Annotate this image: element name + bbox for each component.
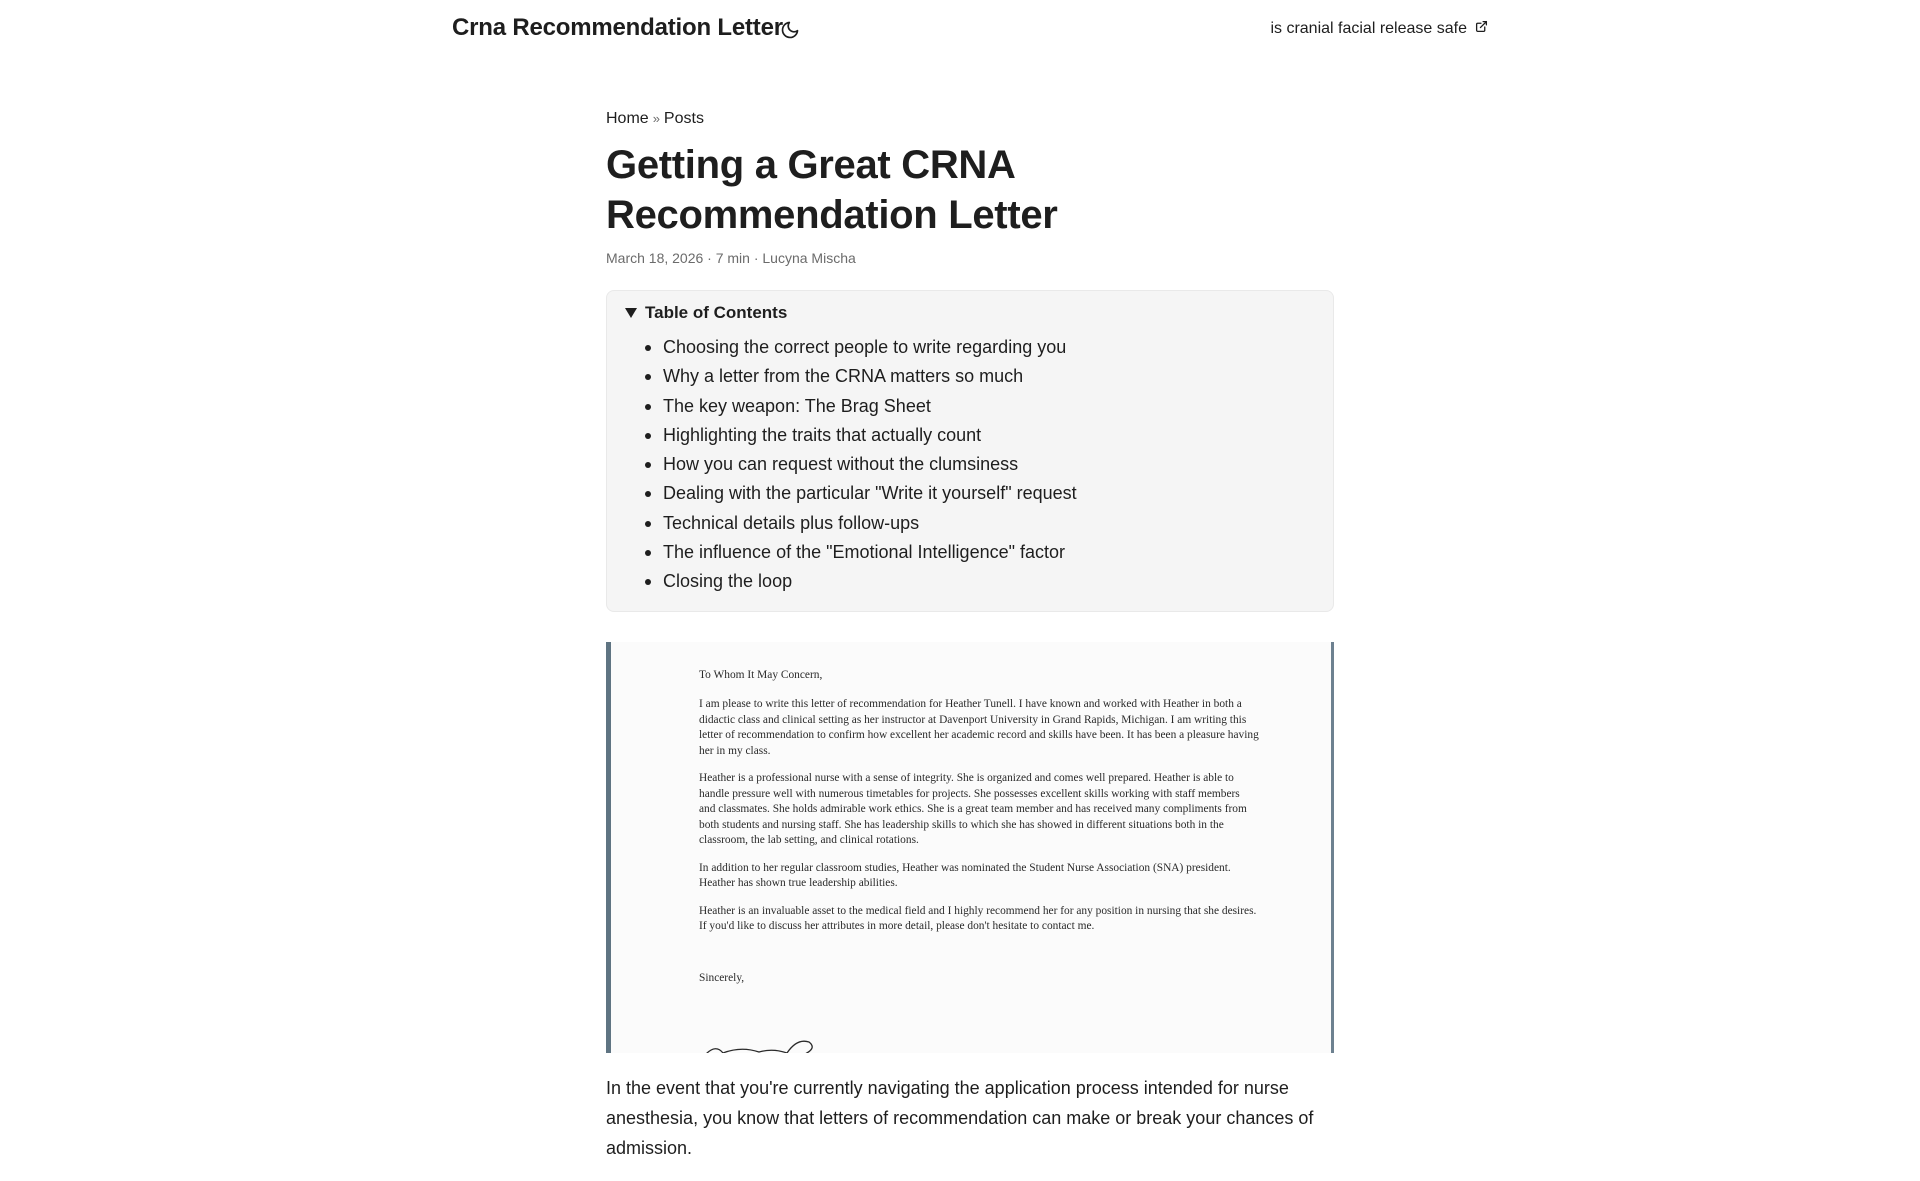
breadcrumb — [606, 108, 1334, 130]
letter-paragraph: In addition to her regular classroom studies, Heather was nominated the Student Nurse Association (SNA) president. Heather has shown true leadership abilities. — [699, 861, 1231, 890]
toc-list — [625, 333, 1315, 597]
toc-link[interactable]: Dealing with the particular "Write it yourself" request — [663, 483, 1077, 504]
toc-link[interactable]: Technical details plus follow-ups — [663, 512, 920, 533]
letter-paragraph: Heather is an invaluable asset to the medical field and I highly recommend her for any position in nursing that she desires. If you'd like to discuss her attributes in more detail, please don't hesitate to contact me. — [699, 904, 1257, 933]
breadcrumb-home[interactable]: Home — [606, 110, 649, 127]
handwritten-signature — [701, 1036, 861, 1053]
external-link-icon — [1475, 20, 1488, 38]
table-of-contents — [606, 290, 1334, 612]
toc-item — [645, 479, 1315, 508]
breadcrumb-posts[interactable]: Posts — [663, 110, 704, 127]
toc-link[interactable]: How you can request without the clumsiness — [663, 454, 1019, 475]
moon-icon[interactable] — [780, 20, 800, 40]
post-meta: March 18, 2026 · 7 min · Lucyna Mischa — [606, 250, 856, 266]
toc-link[interactable]: Why a letter from the CRNA matters so much — [663, 366, 1024, 387]
toc-link[interactable]: Closing the loop — [663, 571, 793, 592]
toc-item — [645, 421, 1315, 450]
toc-item — [645, 392, 1315, 421]
post-main — [606, 108, 1334, 1181]
toc-link[interactable]: The influence of the "Emotional Intelligence" factor — [663, 542, 1066, 563]
toc-item — [645, 509, 1315, 538]
toc-item — [645, 333, 1315, 362]
toc-item — [645, 362, 1315, 391]
toc-item — [645, 450, 1315, 479]
letter-scan — [699, 668, 1259, 999]
article-intro-paragraph: In the event that you're currently navigating the application process intended for nurse anesthesia, you know that letters of recommendation can make or break your chances of admission. — [606, 1077, 1314, 1158]
site-title-link[interactable]: Crna Recommendation Letter — [452, 14, 783, 41]
letter-paragraph: Heather is a professional nurse with a sense of integrity. She is organized and comes well prepared. Heather is able to handle pressure well with numerous timetables for projects. She possesses excellent skills working with staff members and classmates. She holds admirable work ethics. She is a great team member and has received many compliments from both students and nursing staff. She has leadership skills to which she has showed in different situations both in the classroom, the lab setting, and clinical rotations. — [699, 772, 1247, 847]
toc-link[interactable]: The key weapon: The Brag Sheet — [663, 395, 931, 416]
triangle-down-icon — [625, 308, 637, 318]
external-nav-link-label: is cranial facial release safe — [1270, 20, 1467, 37]
breadcrumb-separator: » — [652, 111, 660, 126]
toc-heading: Table of Contents — [645, 303, 788, 322]
site-header — [0, 0, 1920, 60]
page-title: Getting a Great CRNA Recommendation Letter — [606, 143, 1058, 237]
toc-link[interactable]: Highlighting the traits that actually count — [663, 424, 982, 445]
toc-toggle[interactable] — [625, 301, 1315, 325]
external-nav-link[interactable] — [1270, 20, 1488, 38]
toc-link[interactable]: Choosing the correct people to write regarding you — [663, 337, 1067, 357]
toc-item — [645, 567, 1315, 596]
cover-image-letter — [606, 642, 1334, 1053]
letter-closing: Sincerely, — [699, 971, 745, 984]
toc-item — [645, 538, 1315, 567]
letter-paragraph: I am please to write this letter of recommendation for Heather Tunell. I have known and worked with Heather in both a didactic class and clinical setting as her instructor at Davenport University in Grand Rapids, Michigan. I am writing this letter of recommendation to confirm how excellent her academic record and skills have been. It has been a pleasure having her in my class. — [699, 698, 1259, 757]
letter-greeting: To Whom It May Concern, — [699, 668, 823, 681]
